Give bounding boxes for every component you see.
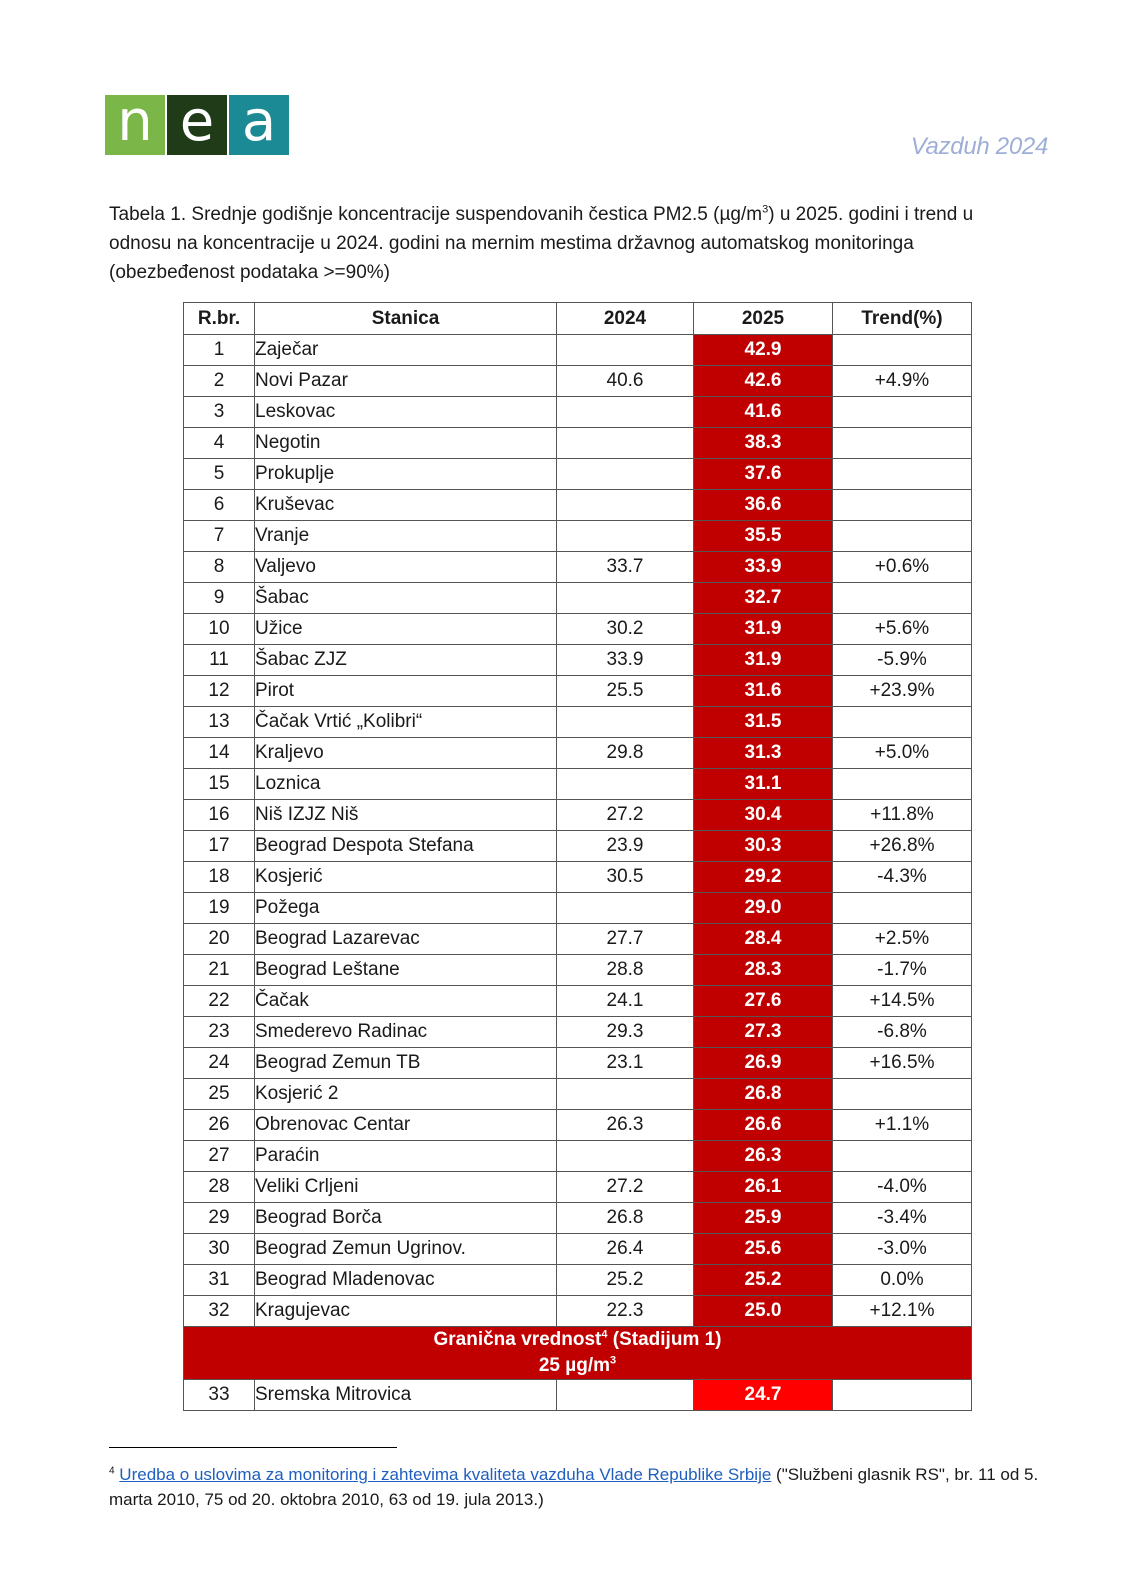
row-number: 2 [184, 366, 255, 397]
trend-value [833, 490, 972, 521]
table-row [184, 1380, 972, 1411]
value-2024: 33.7 [557, 552, 694, 583]
station-name: Paraćin [255, 1141, 557, 1172]
value-2025: 31.6 [694, 676, 833, 707]
trend-value: +0.6% [833, 552, 972, 583]
caption-text: Tabela 1. Srednje godišnje koncentracije suspendovanih čestica PM2.5 (µg/m [109, 204, 763, 225]
value-2024: 27.7 [557, 924, 694, 955]
value-2025: 27.3 [694, 1017, 833, 1048]
station-name: Sremska Mitrovica [255, 1380, 557, 1411]
value-2024 [557, 335, 694, 366]
value-2024 [557, 769, 694, 800]
limit-value: 25 µg/m [538, 1355, 610, 1376]
trend-value: +4.9% [833, 366, 972, 397]
logo-letter-e: e [167, 95, 227, 155]
value-2024 [557, 1380, 694, 1411]
trend-value: +2.5% [833, 924, 972, 955]
row-number: 4 [184, 428, 255, 459]
value-2024: 26.3 [557, 1110, 694, 1141]
station-name: Čačak [255, 986, 557, 1017]
trend-value [833, 583, 972, 614]
value-2025: 42.6 [694, 366, 833, 397]
row-number: 6 [184, 490, 255, 521]
value-2025: 30.4 [694, 800, 833, 831]
caption-superscript: 3 [762, 203, 769, 216]
value-2024: 26.4 [557, 1234, 694, 1265]
value-2024 [557, 1079, 694, 1110]
table-body [184, 335, 972, 1327]
value-2024: 26.8 [557, 1203, 694, 1234]
trend-value: +11.8% [833, 800, 972, 831]
station-name: Kruševac [255, 490, 557, 521]
footnote [109, 1462, 1049, 1512]
pm25-table [183, 302, 972, 1411]
value-2024: 22.3 [557, 1296, 694, 1327]
trend-value [833, 335, 972, 366]
value-2025: 31.3 [694, 738, 833, 769]
value-2025: 29.0 [694, 893, 833, 924]
value-2025: 31.1 [694, 769, 833, 800]
value-2025: 36.6 [694, 490, 833, 521]
value-2024: 25.2 [557, 1265, 694, 1296]
trend-value: +1.1% [833, 1110, 972, 1141]
station-name: Kosjerić [255, 862, 557, 893]
row-number: 1 [184, 335, 255, 366]
station-name: Loznica [255, 769, 557, 800]
limit-label: Granična vrednost [433, 1329, 602, 1350]
value-2025: 28.4 [694, 924, 833, 955]
table-row [184, 1017, 972, 1048]
value-2025: 37.6 [694, 459, 833, 490]
value-2024 [557, 521, 694, 552]
station-name: Beograd Lazarevac [255, 924, 557, 955]
trend-value: -4.3% [833, 862, 972, 893]
table-row [184, 1234, 972, 1265]
value-2025: 24.7 [694, 1380, 833, 1411]
row-number: 25 [184, 1079, 255, 1110]
trend-value [833, 893, 972, 924]
value-2025: 32.7 [694, 583, 833, 614]
station-name: Beograd Zemun Ugrinov. [255, 1234, 557, 1265]
table-caption [109, 200, 1039, 287]
station-name: Šabac ZJZ [255, 645, 557, 676]
station-name: Kragujevac [255, 1296, 557, 1327]
table-row [184, 490, 972, 521]
row-number: 14 [184, 738, 255, 769]
station-name: Požega [255, 893, 557, 924]
row-number: 28 [184, 1172, 255, 1203]
table-row [184, 428, 972, 459]
trend-value [833, 428, 972, 459]
value-2024 [557, 1141, 694, 1172]
station-name: Valjevo [255, 552, 557, 583]
trend-value: 0.0% [833, 1265, 972, 1296]
row-number: 15 [184, 769, 255, 800]
value-2024: 23.9 [557, 831, 694, 862]
station-name: Veliki Crljeni [255, 1172, 557, 1203]
value-2025: 27.6 [694, 986, 833, 1017]
station-name: Beograd Zemun TB [255, 1048, 557, 1079]
row-number: 27 [184, 1141, 255, 1172]
table-row [184, 1172, 972, 1203]
trend-value: +14.5% [833, 986, 972, 1017]
value-2024 [557, 707, 694, 738]
header-rbr: R.br. [184, 303, 255, 335]
row-number: 32 [184, 1296, 255, 1327]
table-row [184, 986, 972, 1017]
row-number: 10 [184, 614, 255, 645]
row-number: 30 [184, 1234, 255, 1265]
header-stanica: Stanica [255, 303, 557, 335]
value-2025: 26.6 [694, 1110, 833, 1141]
logo-letter-n: n [105, 95, 165, 155]
row-number: 11 [184, 645, 255, 676]
value-2024: 23.1 [557, 1048, 694, 1079]
station-name: Beograd Borča [255, 1203, 557, 1234]
value-2025: 31.9 [694, 614, 833, 645]
station-name: Beograd Despota Stefana [255, 831, 557, 862]
value-2025: 26.3 [694, 1141, 833, 1172]
trend-value [833, 1141, 972, 1172]
trend-value: +12.1% [833, 1296, 972, 1327]
table-row [184, 614, 972, 645]
row-number: 31 [184, 1265, 255, 1296]
table-row [184, 645, 972, 676]
trend-value [833, 707, 972, 738]
header-2025: 2025 [694, 303, 833, 335]
limit-footnote-ref: 4 [601, 1328, 608, 1341]
table-row [184, 769, 972, 800]
table-row [184, 521, 972, 552]
table-row [184, 831, 972, 862]
value-2025: 29.2 [694, 862, 833, 893]
row-number: 17 [184, 831, 255, 862]
trend-value [833, 1380, 972, 1411]
value-2024: 27.2 [557, 1172, 694, 1203]
footnote-marker: 4 [109, 1465, 115, 1477]
row-number: 3 [184, 397, 255, 428]
row-number: 13 [184, 707, 255, 738]
footnote-link[interactable]: Uredba o uslovima za monitoring i zahtevima kvaliteta vazduha Vlade Republike Srbije [119, 1465, 772, 1484]
table-row [184, 583, 972, 614]
row-number: 21 [184, 955, 255, 986]
table-row [184, 1296, 972, 1327]
station-name: Čačak Vrtić „Kolibri“ [255, 707, 557, 738]
value-2024: 30.5 [557, 862, 694, 893]
table-row [184, 862, 972, 893]
value-2024: 24.1 [557, 986, 694, 1017]
value-2024 [557, 397, 694, 428]
table-row [184, 676, 972, 707]
value-2025: 25.0 [694, 1296, 833, 1327]
value-2024 [557, 428, 694, 459]
table-row [184, 924, 972, 955]
table-row [184, 1048, 972, 1079]
value-2024: 40.6 [557, 366, 694, 397]
value-2024: 25.5 [557, 676, 694, 707]
station-name: Kraljevo [255, 738, 557, 769]
table-row [184, 1079, 972, 1110]
caption-text-cont: ) u 2025. godini i trend u odnosu na koncentracije u 2024. godini na mernim mestima državnog automatskog monitoringa (obezbeđenost podataka >=90%) [109, 204, 974, 283]
value-2025: 41.6 [694, 397, 833, 428]
station-name: Beograd Leštane [255, 955, 557, 986]
value-2024 [557, 893, 694, 924]
station-name: Zaječar [255, 335, 557, 366]
trend-value: -6.8% [833, 1017, 972, 1048]
trend-value: -3.0% [833, 1234, 972, 1265]
table-row [184, 955, 972, 986]
value-2025: 31.9 [694, 645, 833, 676]
value-2024 [557, 490, 694, 521]
trend-value [833, 1079, 972, 1110]
value-2024 [557, 583, 694, 614]
station-name: Negotin [255, 428, 557, 459]
table-row [184, 1141, 972, 1172]
station-name: Niš IZJZ Niš [255, 800, 557, 831]
row-number: 12 [184, 676, 255, 707]
value-2024: 29.8 [557, 738, 694, 769]
row-number: 26 [184, 1110, 255, 1141]
table-row [184, 552, 972, 583]
trend-value: +5.0% [833, 738, 972, 769]
value-2025: 26.8 [694, 1079, 833, 1110]
document-header: Vazduh 2024 [910, 133, 1048, 160]
value-2025: 25.9 [694, 1203, 833, 1234]
value-2025: 28.3 [694, 955, 833, 986]
station-name: Leskovac [255, 397, 557, 428]
trend-value [833, 521, 972, 552]
station-name: Smederevo Radinac [255, 1017, 557, 1048]
row-number: 7 [184, 521, 255, 552]
station-name: Užice [255, 614, 557, 645]
value-2024 [557, 459, 694, 490]
limit-unit-sup: 3 [610, 1354, 617, 1367]
value-2025: 33.9 [694, 552, 833, 583]
station-name: Prokuplje [255, 459, 557, 490]
row-number: 19 [184, 893, 255, 924]
trend-value: +16.5% [833, 1048, 972, 1079]
trend-value [833, 459, 972, 490]
value-2024: 28.8 [557, 955, 694, 986]
value-2025: 42.9 [694, 335, 833, 366]
value-2025: 38.3 [694, 428, 833, 459]
station-name: Kosjerić 2 [255, 1079, 557, 1110]
table-row [184, 800, 972, 831]
row-number: 16 [184, 800, 255, 831]
trend-value: -4.0% [833, 1172, 972, 1203]
value-2025: 35.5 [694, 521, 833, 552]
station-name: Vranje [255, 521, 557, 552]
value-2024: 30.2 [557, 614, 694, 645]
station-name: Pirot [255, 676, 557, 707]
limit-stage: (Stadijum 1) [607, 1329, 722, 1350]
station-name: Šabac [255, 583, 557, 614]
row-number: 22 [184, 986, 255, 1017]
table-row [184, 335, 972, 366]
table-row [184, 397, 972, 428]
value-2025: 30.3 [694, 831, 833, 862]
header-2024: 2024 [557, 303, 694, 335]
table-row [184, 738, 972, 769]
value-2025: 25.2 [694, 1265, 833, 1296]
trend-value: -5.9% [833, 645, 972, 676]
row-number: 9 [184, 583, 255, 614]
table-header-row [184, 303, 972, 335]
row-number: 33 [184, 1380, 255, 1411]
row-number: 20 [184, 924, 255, 955]
trend-value: +5.6% [833, 614, 972, 645]
value-2025: 25.6 [694, 1234, 833, 1265]
row-number: 24 [184, 1048, 255, 1079]
footnote-separator [109, 1447, 397, 1448]
trend-value [833, 397, 972, 428]
station-name: Novi Pazar [255, 366, 557, 397]
logo-letter-a: a [229, 95, 289, 155]
row-number: 5 [184, 459, 255, 490]
nea-logo [105, 89, 289, 155]
row-number: 23 [184, 1017, 255, 1048]
table-row [184, 459, 972, 490]
trend-value: +23.9% [833, 676, 972, 707]
value-2025: 26.1 [694, 1172, 833, 1203]
table-row [184, 707, 972, 738]
value-2024: 27.2 [557, 800, 694, 831]
value-2025: 26.9 [694, 1048, 833, 1079]
table-row [184, 366, 972, 397]
row-number: 29 [184, 1203, 255, 1234]
trend-value: +26.8% [833, 831, 972, 862]
trend-value: -1.7% [833, 955, 972, 986]
footnote-text: ("Službeni glasnik RS", br. 11 od 5. marta 2010, 75 od 20. oktobra 2010, 63 od 19. jula 2013.) [109, 1465, 1039, 1509]
limit-value-cell [184, 1327, 972, 1380]
station-name: Obrenovac Centar [255, 1110, 557, 1141]
value-2024: 29.3 [557, 1017, 694, 1048]
trend-value: -3.4% [833, 1203, 972, 1234]
limit-row [184, 1327, 972, 1380]
row-number: 8 [184, 552, 255, 583]
table-row [184, 1110, 972, 1141]
table-row [184, 1203, 972, 1234]
row-number: 18 [184, 862, 255, 893]
table-row [184, 893, 972, 924]
value-2025: 31.5 [694, 707, 833, 738]
header-trend: Trend(%) [833, 303, 972, 335]
table-row [184, 1265, 972, 1296]
station-name: Beograd Mladenovac [255, 1265, 557, 1296]
trend-value [833, 769, 972, 800]
value-2024: 33.9 [557, 645, 694, 676]
